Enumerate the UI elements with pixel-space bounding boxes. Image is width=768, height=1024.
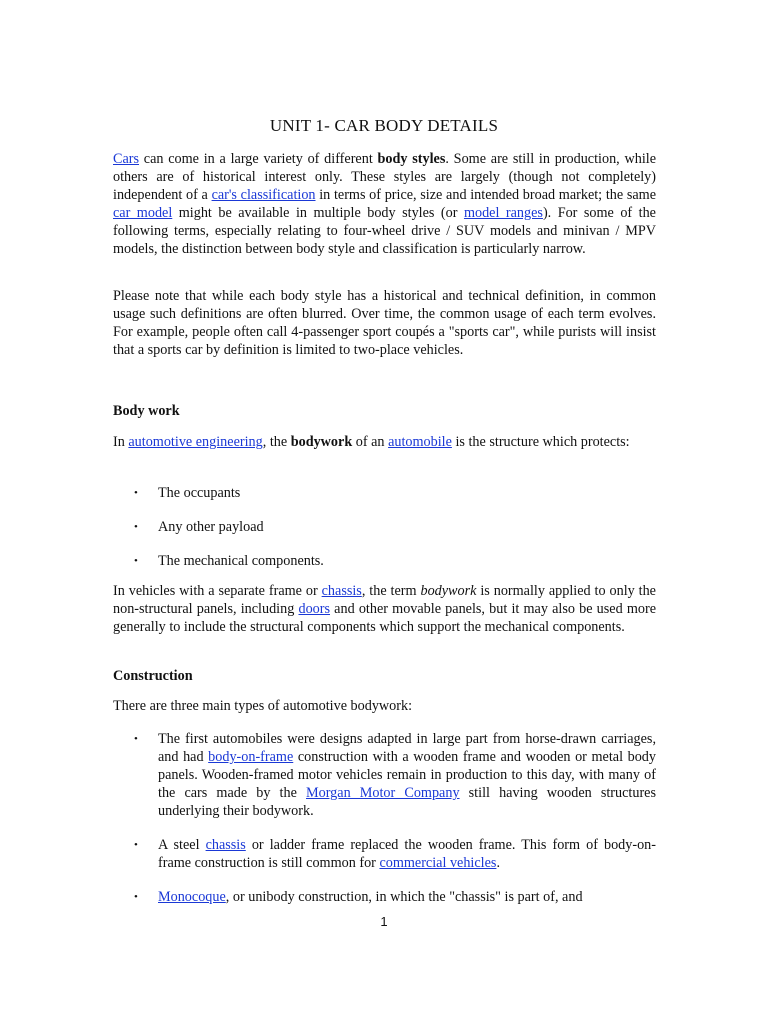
link-car-model[interactable]: car model	[113, 205, 173, 221]
link-car-classification[interactable]: car's classification	[211, 187, 316, 203]
construction-list	[113, 730, 656, 906]
list-item: • The occupants	[134, 485, 241, 501]
link-monocoque[interactable]: Monocoque	[158, 889, 226, 905]
construction-heading: Construction	[113, 668, 193, 684]
bodywork-heading: Body work	[113, 403, 180, 419]
bullet-icon: •	[134, 521, 138, 533]
list-item: • Any other payload	[134, 519, 264, 535]
list-item: • Monocoque, or unibody construction, in which the "chassis" is part of, and	[134, 889, 583, 905]
link-model-ranges[interactable]: model ranges	[463, 205, 543, 221]
link-chassis-2[interactable]: chassis	[205, 837, 246, 853]
list-item: • The first automobiles were designs adapted in large part from horse-drawn carriages, and had body-on-frame construction with a wooden frame and wooden or metal body panels. Wooden-framed motor vehicles remain in production to this day, with many of the cars made by the Morgan Motor Company still having wooden structures underlying their bodywork.	[134, 731, 656, 819]
link-cars[interactable]: Cars	[113, 151, 140, 167]
bold-body-styles: body styles	[377, 151, 446, 167]
link-doors[interactable]: doors	[298, 601, 331, 617]
link-commercial-vehicles[interactable]: commercial vehicles	[379, 855, 497, 871]
bodywork-intro-paragraph: In automotive engineering, the bodywork of an automobile is the structure which protects:	[113, 434, 630, 450]
bullet-icon: •	[134, 555, 138, 567]
link-morgan-motor-company[interactable]: Morgan Motor Company	[306, 785, 460, 801]
bullet-icon: •	[134, 487, 138, 499]
link-automobile[interactable]: automobile	[388, 434, 452, 450]
construction-intro: There are three main types of automotive bodywork:	[113, 698, 413, 714]
list-item: • A steel chassis or ladder frame replaced the wooden frame. This form of body-on-frame construction is still common for commercial vehicles.	[134, 837, 657, 871]
bullet-icon: •	[134, 891, 138, 903]
page-title: UNIT 1- CAR BODY DETAILS	[269, 116, 499, 135]
bullet-icon: •	[134, 839, 138, 851]
note-paragraph: Please note that while each body style has a historical and technical definition, in common usage such definitions are often blurred. Over time, the common usage of each term evolves. For example, people often call 4-passenger sport coupés a "sports car", while purists will insist that a sports car by definition is limited to two-place vehicles.	[113, 288, 656, 358]
bullet-icon: •	[134, 733, 138, 745]
frame-paragraph: In vehicles with a separate frame or chassis, the term bodywork is normally applied to only the non-structural panels, including doors and other movable panels, but it may also be used more generally to include the structural components which support the mechanical components.	[113, 583, 657, 635]
link-chassis[interactable]: chassis	[321, 583, 362, 599]
intro-paragraph: Cars can come in a large variety of different body styles. Some are still in production, while others are of historical interest only. These styles are largely (though not completely) independent of a car's classification in terms of price, size and intended broad market; the same car model might be available in multiple body styles (or model ranges). For some of the following terms, especially relating to four-wheel drive / SUV models and minivan / MPV models, the distinction between body style and classification is particularly narrow.	[113, 151, 657, 257]
protects-list	[113, 484, 656, 570]
link-automotive-engineering[interactable]: automotive engineering	[128, 434, 263, 450]
link-body-on-frame[interactable]: body-on-frame	[208, 749, 294, 765]
page-number: 1	[380, 914, 388, 929]
list-item: • The mechanical components.	[134, 553, 324, 569]
